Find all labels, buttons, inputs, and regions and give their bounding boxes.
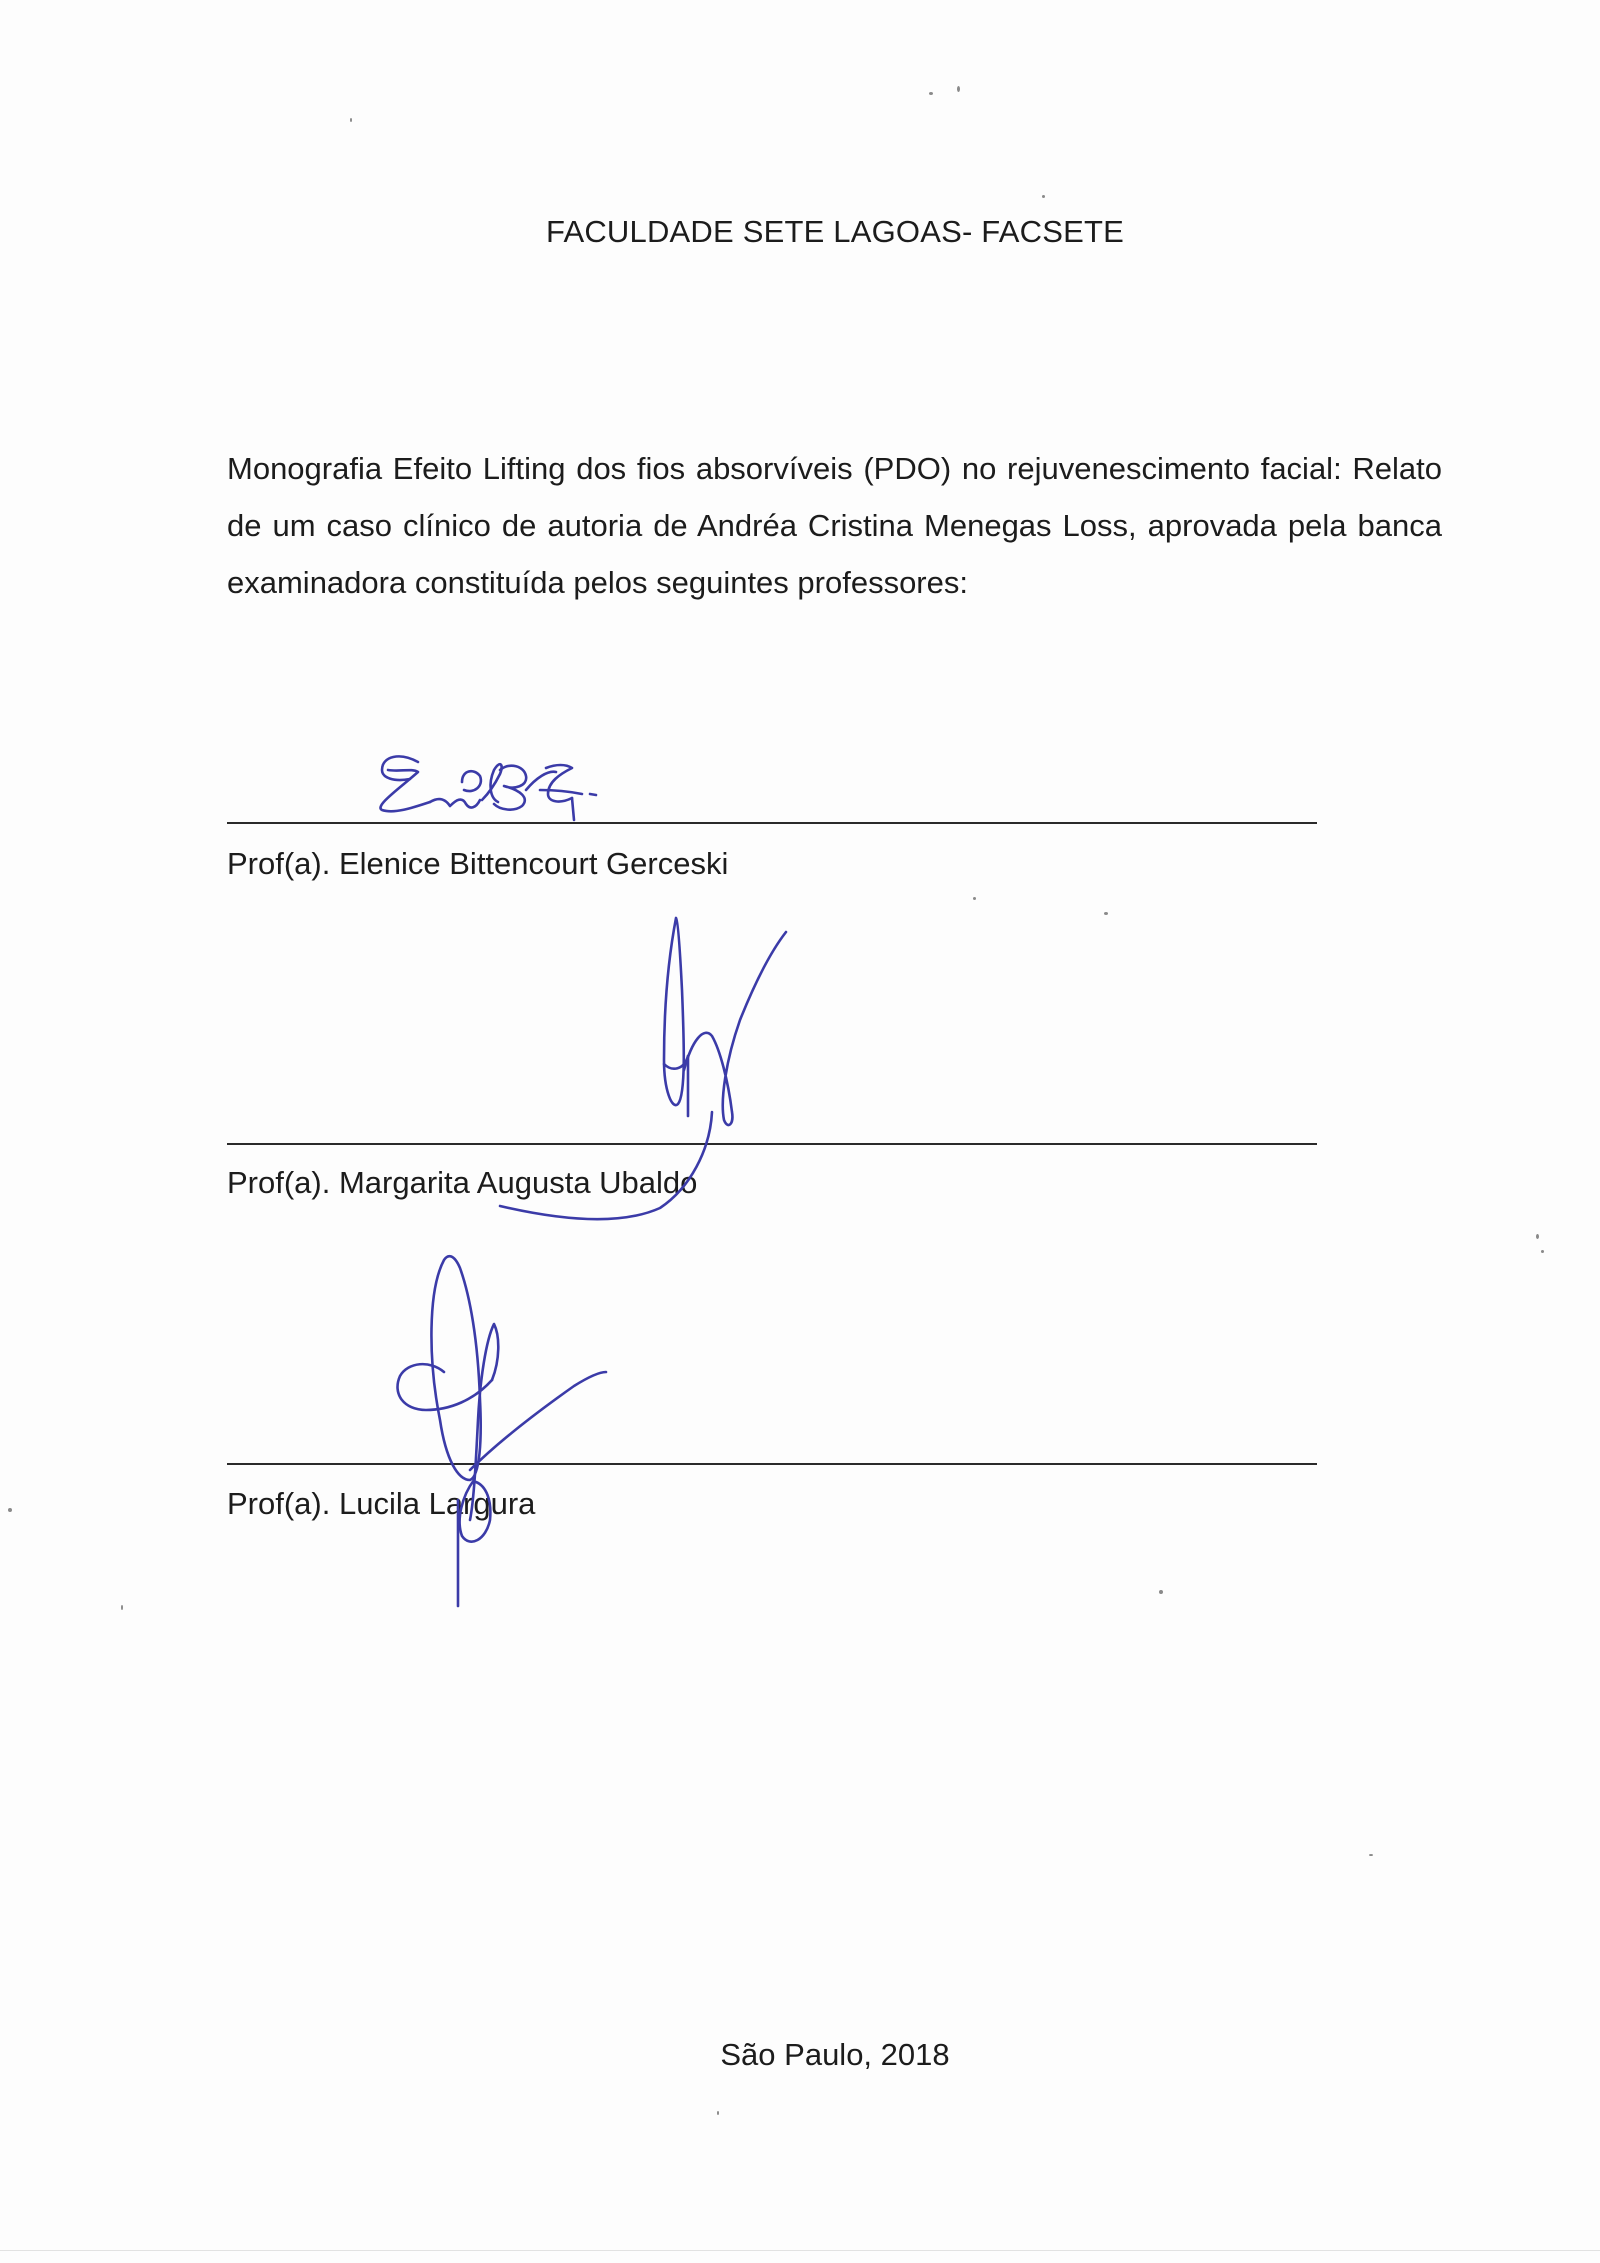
signature-line-1 bbox=[227, 822, 1317, 824]
approval-statement: Monografia Efeito Lifting dos fios absorvíveis (PDO) no rejuvenescimento facial: Relato de um caso clínico de autoria de Andréa Cristina Menegas Loss, aprovada pela banca examinadora constituída pelos seguintes professores: bbox=[227, 451, 1442, 600]
scan-speck bbox=[1536, 1234, 1539, 1239]
scan-speck bbox=[717, 2111, 719, 2115]
scan-speck bbox=[1541, 1250, 1544, 1253]
scan-speck bbox=[1042, 195, 1045, 198]
scan-speck bbox=[121, 1605, 123, 1610]
signature-lucila bbox=[398, 1256, 606, 1606]
scan-edge bbox=[0, 2250, 1600, 2251]
scan-speck bbox=[929, 92, 933, 95]
examiner-name-2: Prof(a). Margarita Augusta Ubaldo bbox=[227, 1165, 698, 1200]
signature-line-2 bbox=[227, 1143, 1317, 1145]
examiner-name-3: Prof(a). Lucila Largura bbox=[227, 1486, 536, 1521]
examiner-name-1: Prof(a). Elenice Bittencourt Gerceski bbox=[227, 846, 729, 881]
signature-elenice bbox=[381, 756, 596, 820]
institution-title: FACULDADE SETE LAGOAS- FACSETE bbox=[546, 214, 1124, 249]
scan-speck bbox=[1104, 912, 1108, 915]
scan-speck bbox=[1369, 1854, 1373, 1856]
scan-speck bbox=[973, 897, 976, 900]
signature-line-3 bbox=[227, 1463, 1317, 1465]
scan-speck bbox=[350, 118, 352, 122]
scan-speck bbox=[1159, 1590, 1163, 1594]
scan-speck bbox=[8, 1508, 12, 1512]
place-and-date: São Paulo, 2018 bbox=[720, 2037, 950, 2072]
scan-speck bbox=[957, 86, 960, 92]
